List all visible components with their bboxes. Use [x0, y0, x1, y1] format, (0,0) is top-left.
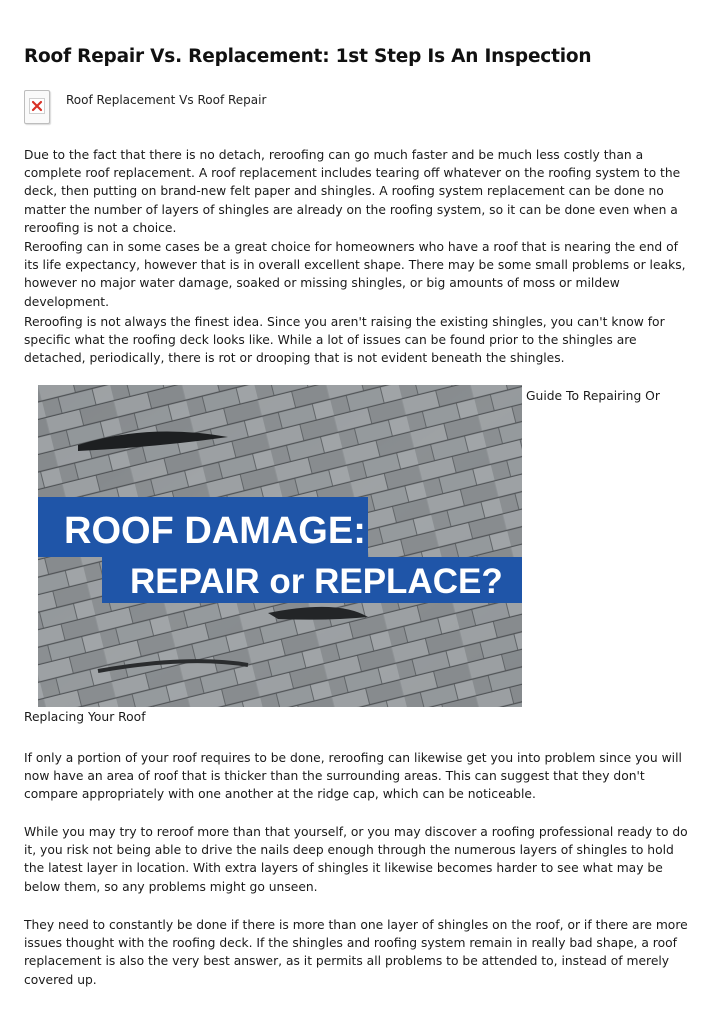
- svg-text:ROOF DAMAGE:: ROOF DAMAGE:: [64, 510, 366, 552]
- svg-text:REPAIR or REPLACE?: REPAIR or REPLACE?: [130, 562, 503, 601]
- page-title: Roof Repair Vs. Replacement: 1st Step Is An Inspection: [24, 46, 592, 67]
- paragraph: They need to constantly be done if there is more than one layer of shingles on the roof, or if there are more issues thought with the roofing deck. If the shingles and roofing system remain in really bad shape, a roof replacement is also the very best answer, as it permits all problems to be attended to, instead of merely covered up.: [24, 918, 688, 987]
- paragraph: Reroofing can in some cases be a great choice for homeowners who have a roof that is nearing the end of its life expectancy, however that is in overall excellent shape. There may be some small problems or leaks, however no major water damage, soaked or missing shingles, or big amounts of moss or mildew development.: [24, 240, 686, 309]
- paragraph: If only a portion of your roof requires to be done, reroofing can likewise get you into problem since you will now have an area of roof that is thicker than the surrounding areas. This can suggest that they don't compare appropriately with one another at the ridge cap, which can be noticeable.: [24, 751, 682, 802]
- broken-image-icon: [24, 90, 50, 124]
- roof-damage-photo: [38, 385, 522, 707]
- photo-caption-end: Replacing Your Roof: [24, 710, 146, 724]
- paragraph: Due to the fact that there is no detach, reroofing can go much faster and be much less costly than a complete roof replacement. A roof replacement includes tearing off whatever on the roofing system to the deck, then putting on brand-new felt paper and shingles. A roofing system replacement can be done no matter the number of layers of shingles are already on the roofing system, so it can be done even when a reroofing is not a choice.: [24, 148, 681, 235]
- paragraph: While you may try to reroof more than that yourself, or you may discover a roofing professional ready to do it, you risk not being able to drive the nails deep enough through the numerous layers of shingles to hold the latest layer in location. With extra layers of shingles it likewise becomes harder to see what may be below them, so any problems might go unseen.: [24, 825, 688, 894]
- image-alt-text: Roof Replacement Vs Roof Repair: [66, 93, 267, 107]
- photo-caption-start: Guide To Repairing Or: [526, 389, 660, 403]
- paragraph: Reroofing is not always the finest idea. Since you aren't raising the existing shingles, you can't know for specific what the roofing deck looks like. While a lot of issues can be found prior to the shingles are detached, periodically, there is rot or drooping that is not evident beneath the shingles.: [24, 315, 665, 366]
